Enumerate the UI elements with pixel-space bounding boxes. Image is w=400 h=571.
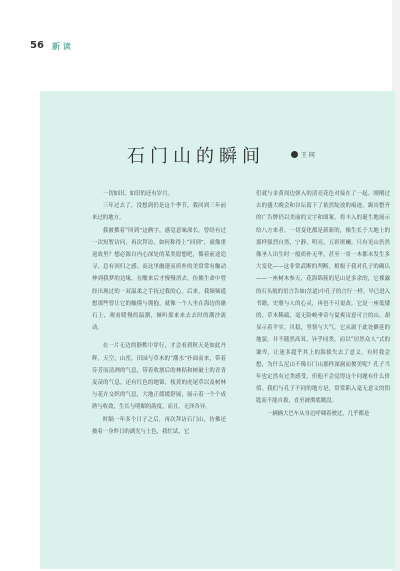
author-name: 王 同 [301,152,315,159]
paragraph: 时隔一年多个日子之后，再次拜访石门山，仿佛还披着一身昨日的湖光与土色，我忙试，它 [92,416,226,435]
paragraph: 一辆辆大巴车从身边呼啸着驶过，几乎都是 [266,410,370,417]
section-label: 新 读 [52,42,71,51]
article-title: 石门山的瞬间 [127,146,265,167]
page-number: 56 [30,40,44,51]
article-column-left [92,188,226,438]
article-column-right [256,188,390,420]
paragraph: 三年过去了，没想到仍是这个季节，我回到三年前来过的地方。 [92,203,226,222]
paragraph: 我被撰着“回到”这俩字，感觉意味深长。曾经有过一次短暂访问，再次拜访，如何称得上“回到”，就像重返故里？想必源自内心深处的某类愿想吧，循着前途追寻，总有回归之感。而这里幽邃而质朴的美常常有触动伸到我梦的边缘，在酣来后才慢慢消去，仿佛生命中曾经出现过的一双温柔之手抚过我的心。后来，我频频遥想那些曾让它的触摸与拥抱，就像一个人坐在海边的礁石上，观看暖慢的温潮，倾听那来来去去时的潮沙流动。 [92,227,226,332]
paragraph: 们就与金黄周边弹入的清亮花色对接在了一起。刚刚过去的盛大晚会和谷坛留下了依然绽放的痕迹，踢出整齐的广告牌仍以美丽的文字和图案，将丰入的诞生地展示给八方来者。一切变化都是新新的，像生长于大地上的那样强烈自然，宁静，明亮，五彩斑斓。只有见山仍然像圣人出生时一般质朴无华，甚至一景一木都未发生多大变化——这非常武断的判断，植根于我对孔子的确认——一座树木参天，花海锦簇的尼山是多余的，它裸露的石头般的语言告如(岔道)中孔子的言行一样，早已进入书籍，史册与人的心灵，再也不可更改。它是一座低矮的，草木稀疏，毫无险峻垂奇与夏爽诗意可言的山，却显示着平实，贝稳，坚韧与大气。它从属于此处僻延的地貌，并不随然高耸，异乎同类，而以“居然众人”式的谦卑，让迷多超乎其上的海拔失去了意义。有时我会想，为什么尼山不像石门山那样深涧而俊美呢？孔子当年也定然有过类感受，但他不会觉得这个问题有什么价值。我们与孔子不同的地方是，常常陷入毫无意义的钥匙而不能自拔，直至被彻底缴没。 [256,191,390,405]
paragraph: 在一片无边的静默中穿行，才会看到秋天是如此丹辉，天空，山峦，田园与草木的“潮水”扑面而来，带着芬芳而清冽的气息，带着收割后的林秸和树破土的青青麦苗的气息，还有红色的地锦，枝黄的虎尾草以及树林与花卉交织的气息，大地正缓缓舒展，展示着一个个成熟与收敛，生长与明媚的韵度，而且，无泽各异。 [92,343,226,411]
author-byline [291,150,315,159]
paragraph: 一切如旧，如旧的还有岁月。 [102,191,173,197]
author-bullet-icon [291,151,298,158]
